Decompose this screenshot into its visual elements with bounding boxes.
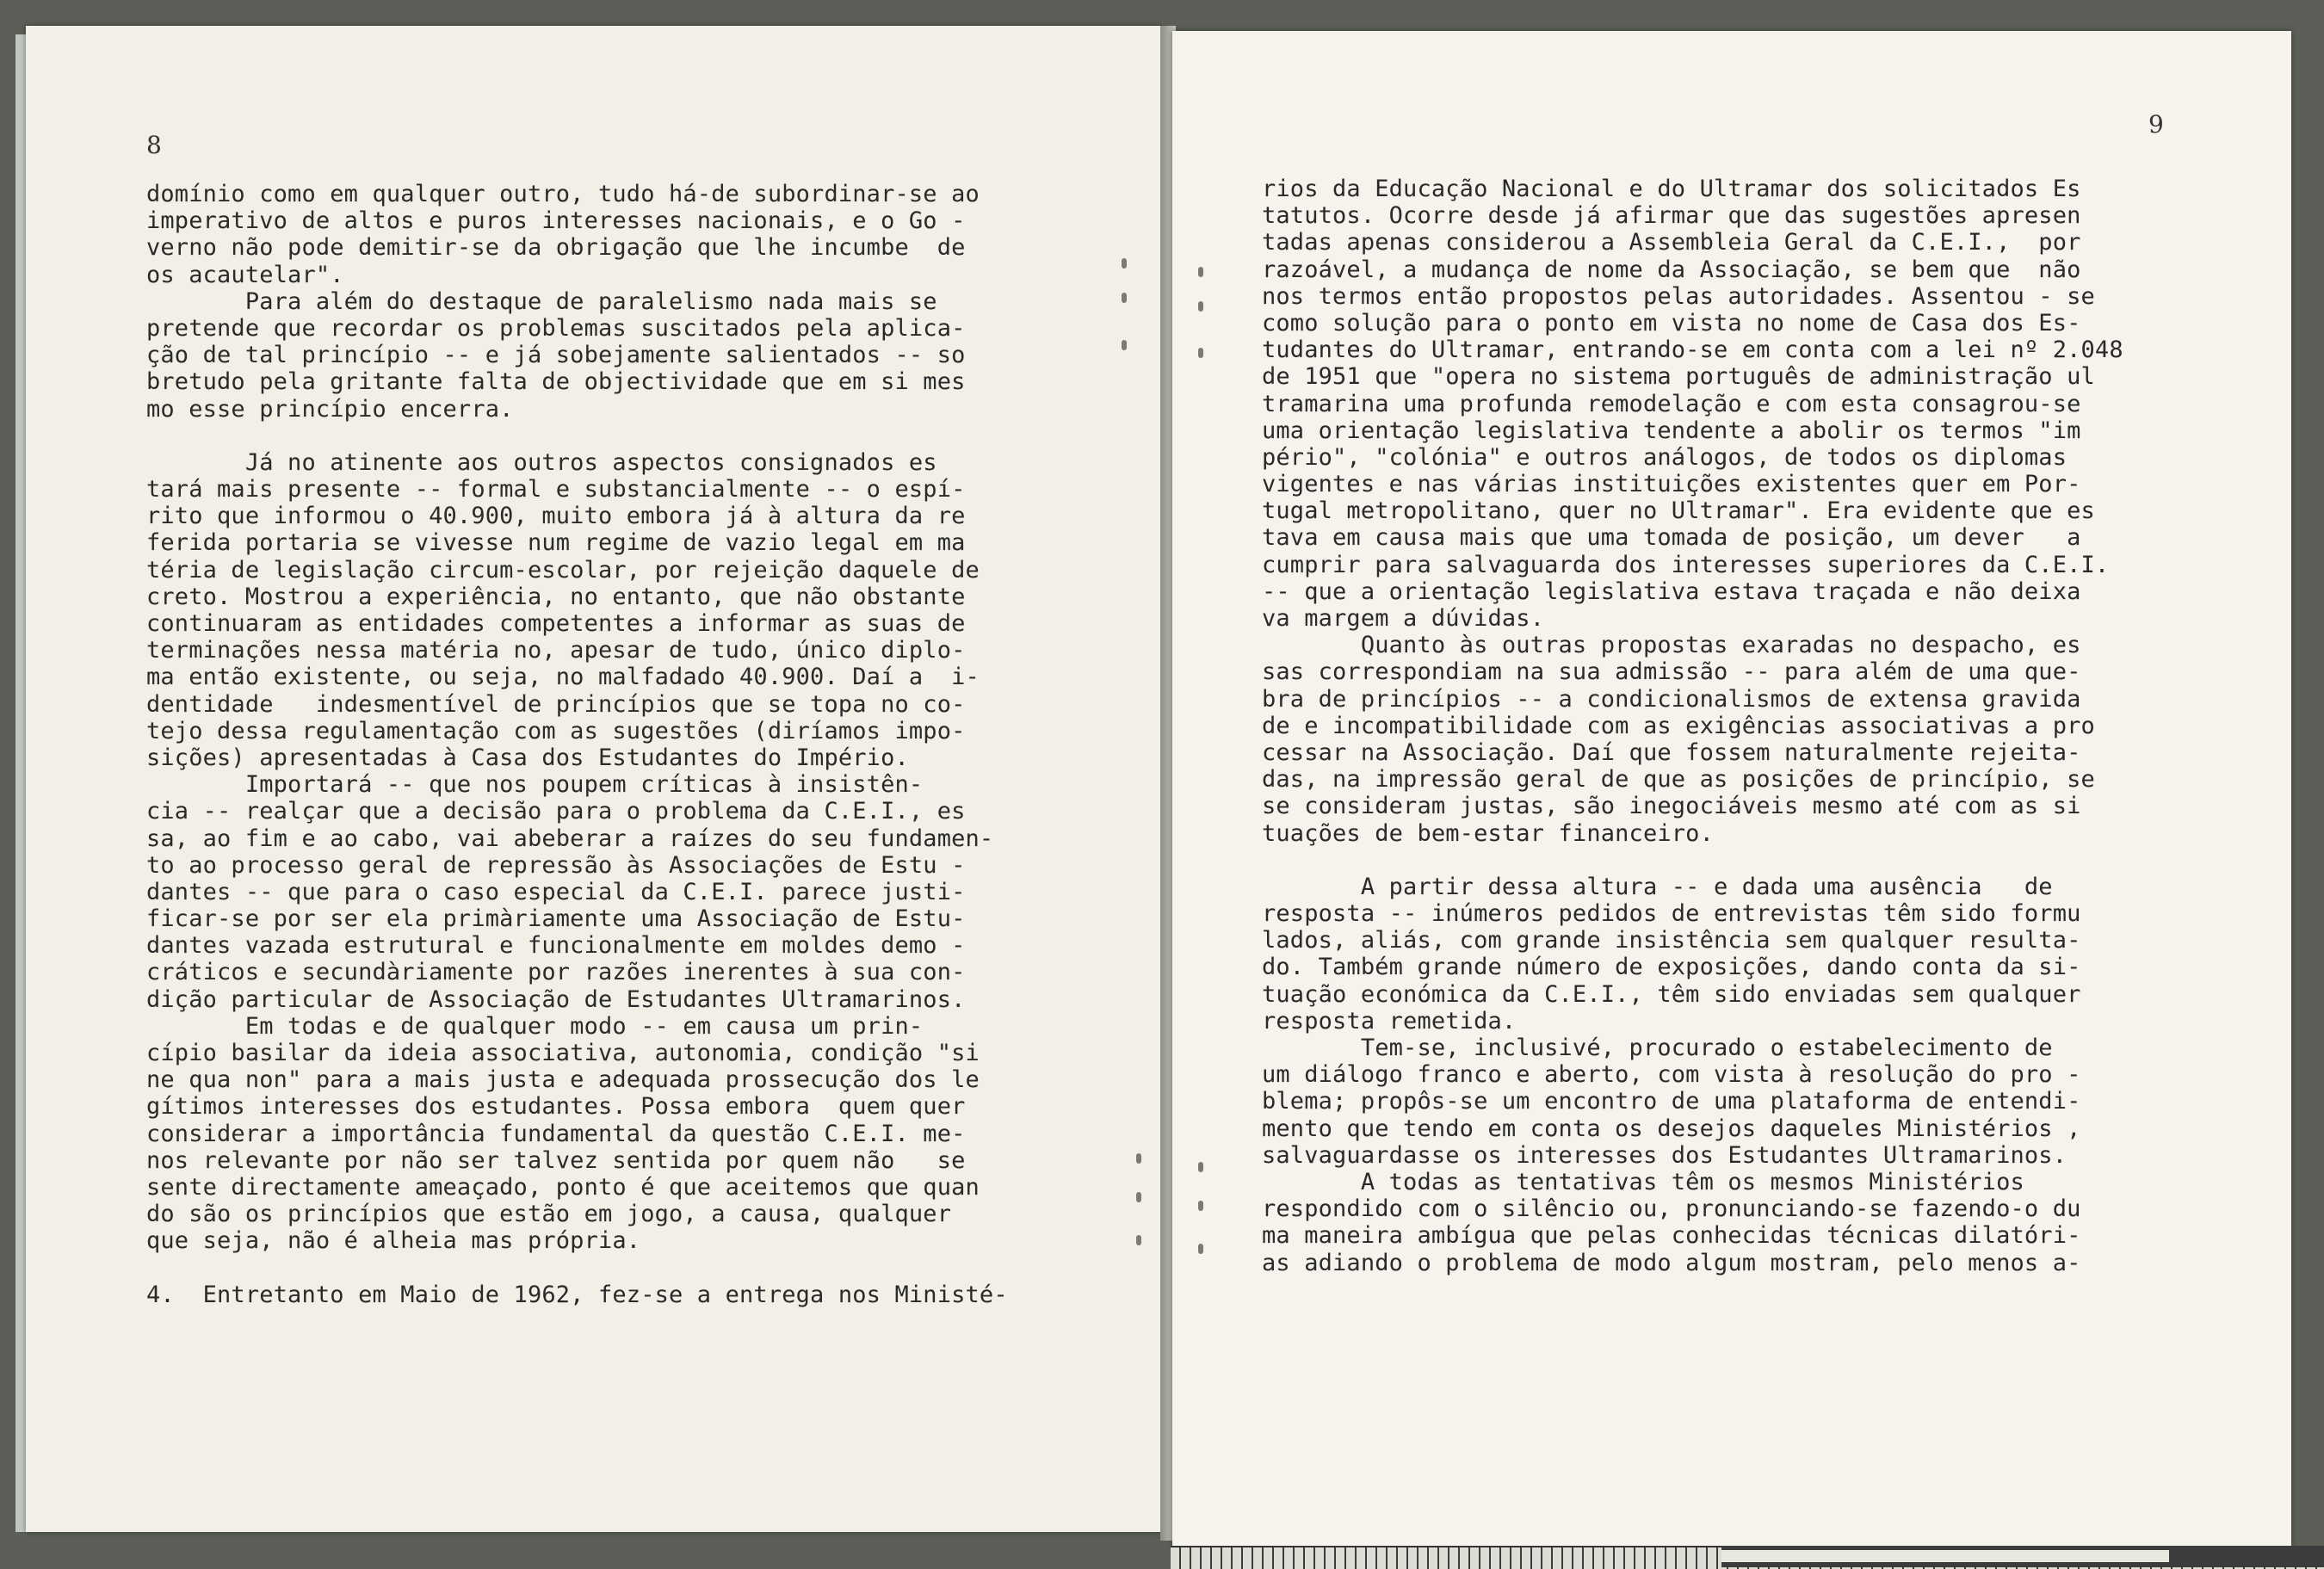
text-line: considerar a importância fundamental da questão C.E.I. me-	[146, 1120, 966, 1147]
text-line: -- que a orientação legislativa estava traçada e não deixa	[1262, 578, 2081, 605]
text-line: tuações de bem-estar financeiro.	[1262, 819, 1714, 847]
text-line: tará mais presente -- formal e substancialmente -- o espí-	[146, 476, 966, 503]
text-line: ma então existente, ou seja, no malfadado 40.900. Daí a i-	[146, 664, 980, 691]
text-line: os acautelar".	[146, 261, 344, 288]
text-line: blema; propôs-se um encontro de uma plataforma de entendi-	[1262, 1088, 2081, 1115]
text-line: tugal metropolitano, quer no Ultramar". Era evidente que es	[1262, 497, 2095, 525]
text-line: téria de legislação circum-escolar, por rejeição daquele de	[146, 556, 980, 584]
text-line	[146, 423, 1008, 449]
text-line: de e incompatibilidade com as exigências associativas a pro	[1262, 712, 2095, 739]
text-line: nos relevante por não ser talvez sentida por quem não se	[146, 1146, 966, 1174]
text-line: rito que informou o 40.900, muito embora já à altura da re	[146, 503, 966, 530]
text-line: sente directamente ameaçado, ponto é que aceitemos que quan	[146, 1173, 980, 1201]
text-line: do. Também grande número de exposições, dando conta da si-	[1262, 954, 2081, 981]
text-line: tuação económica da C.E.I., têm sido enviadas sem qualquer	[1262, 980, 2081, 1008]
text-line: cumprir para salvaguarda dos interesses superiores da C.E.I.	[1262, 551, 2110, 578]
text-line: dição particular de Associação de Estudantes Ultramarinos.	[146, 985, 966, 1013]
text-line: ção de tal princípio -- e já sobejamente salientados -- so	[146, 342, 966, 369]
text-line: das, na impressão geral de que as posições de princípio, se	[1262, 766, 2095, 794]
text-line: continuaram as entidades competentes a informar as suas de	[146, 610, 966, 637]
text-line: ficar-se por ser ela primàriamente uma Associação de Estu-	[146, 905, 966, 933]
text-line: imperativo de altos e puros interesses nacionais, e o Go -	[146, 207, 966, 235]
text-line: ne qua non" para a mais justa e adequada prossecução dos le	[146, 1066, 980, 1094]
text-line: ferida portaria se vivesse num regime de vazio legal em ma	[146, 529, 966, 557]
text-line: tava em causa mais que uma tomada de posição, um dever a	[1262, 524, 2081, 552]
text-line: domínio como em qualquer outro, tudo há-de subordinar-se ao	[146, 181, 980, 207]
text-line: cípio basilar da ideia associativa, autonomia, condição "si	[146, 1040, 980, 1066]
text-line: terminações nessa matéria no, apesar de tudo, único diplo-	[146, 637, 966, 664]
text-line: resposta -- inúmeros pedidos de entrevistas têm sido formu	[1262, 900, 2081, 928]
text-line: as adiando o problema de modo algum mostram, pelo menos a-	[1262, 1249, 2081, 1276]
text-line: sições) apresentadas à Casa dos Estudantes do Império.	[146, 744, 909, 771]
text-line: cia -- realçar que a decisão para o problema da C.E.I., es	[146, 798, 966, 825]
text-line: tejo dessa regulamentação com as sugestões (diríamos impo-	[146, 717, 966, 744]
text-line: ma maneira ambígua que pelas conhecidas técnicas dilatóri-	[1262, 1222, 2081, 1250]
text-line: se consideram justas, são inegociáveis mesmo até com as si	[1262, 793, 2081, 820]
text-line: Tem-se, inclusivé, procurado o estabelecimento de	[1262, 1035, 2053, 1061]
text-line: cráticos e secundàriamente por razões inerentes à sua con-	[146, 959, 966, 986]
text-line: dentidade indesmentível de princípios que se topa no co-	[146, 690, 966, 718]
document-edge	[15, 34, 26, 1532]
text-line: verno não pode demitir-se da obrigação que lhe incumbe de	[146, 234, 966, 262]
text-line: respondido com o silêncio ou, pronunciando-se fazendo-o du	[1262, 1195, 2081, 1223]
text-line: creto. Mostrou a experiência, no entanto, que não obstante	[146, 583, 966, 610]
text-line: sas correspondiam na sua admissão -- para além de uma que-	[1262, 658, 2081, 686]
text-line: tramarina uma profunda remodelação e com esta consagrou-se	[1262, 390, 2081, 417]
text-line	[1262, 847, 2123, 874]
text-line: tudantes do Ultramar, entrando-se em conta com a lei nº 2.048	[1262, 337, 2123, 364]
text-line: A todas as tentativas têm os mesmos Ministérios	[1262, 1168, 2024, 1195]
text-line: dantes vazada estrutural e funcionalmente em moldes demo -	[146, 932, 966, 960]
left-page-text	[146, 181, 1008, 1308]
text-line: como solução para o ponto em vista no nome de Casa dos Es-	[1262, 309, 2081, 337]
text-line: sa, ao fim e ao cabo, vai abeberar a raízes do seu fundamen-	[146, 825, 994, 852]
text-line	[146, 1255, 1008, 1282]
ruler-light-segment	[1721, 1550, 2169, 1562]
text-line: bretudo pela gritante falta de objectividade que em si mes	[146, 368, 966, 396]
text-line: razoável, a mudança de nome da Associação, se bem que não	[1262, 256, 2081, 283]
text-line: rios da Educação Nacional e do Ultramar dos solicitados Es	[1262, 176, 2081, 202]
text-line: que seja, não é alheia mas própria.	[146, 1227, 641, 1255]
text-line: Para além do destaque de paralelismo nada mais se	[146, 287, 937, 315]
text-line: lados, aliás, com grande insistência sem qualquer resulta-	[1262, 927, 2081, 954]
text-line: tatutos. Ocorre desde já afirmar que das sugestões apresen	[1262, 202, 2081, 230]
right-page-number: 9	[2148, 110, 2164, 139]
text-line: resposta remetida.	[1262, 1007, 1517, 1035]
text-line: Importará -- que nos poupem críticas à insistên-	[146, 771, 924, 799]
text-line: Quanto às outras propostas exaradas no despacho, es	[1262, 632, 2081, 659]
text-line: bra de princípios -- a condicionalismos de extensa gravida	[1262, 685, 2081, 713]
text-line: do são os princípios que estão em jogo, a causa, qualquer	[146, 1201, 952, 1228]
text-line: 4. Entretanto em Maio de 1962, fez-se a entrega nos Ministé-	[146, 1281, 1008, 1308]
text-line: dantes -- que para o caso especial da C.E.I. parece justi-	[146, 878, 966, 905]
text-line: pério", "colónia" e outros análogos, de todos os diplomas	[1262, 443, 2067, 471]
text-line: nos termos então propostos pelas autoridades. Assentou - se	[1262, 282, 2095, 310]
text-line: vigentes e nas várias instituições existentes quer em Por-	[1262, 471, 2081, 498]
left-page-number: 8	[146, 131, 162, 159]
text-line: to ao processo geral de repressão às Associações de Estu -	[146, 851, 966, 879]
text-line: salvaguardasse os interesses dos Estudantes Ultramarinos.	[1262, 1141, 2067, 1169]
text-line: mo esse princípio encerra.	[146, 395, 514, 423]
text-line: um diálogo franco e aberto, com vista à resolução do pro -	[1262, 1061, 2081, 1089]
text-line: va margem a dúvidas.	[1262, 605, 1545, 632]
text-line: pretende que recordar os problemas suscitados pela aplica-	[146, 314, 966, 342]
text-line: A partir dessa altura -- e dada uma ausência de	[1262, 873, 2053, 900]
text-line: cessar na Associação. Daí que fossem naturalmente rejeita-	[1262, 738, 2081, 766]
text-line: tadas apenas considerou a Assembleia Geral da C.E.I., por	[1262, 229, 2081, 256]
text-line: Já no atinente aos outros aspectos consignados es	[146, 448, 937, 476]
text-line: mento que tendo em conta os desejos daqueles Ministérios ,	[1262, 1115, 2081, 1142]
text-line: de 1951 que "opera no sistema português de administração ul	[1262, 363, 2095, 391]
text-line: gítimos interesses dos estudantes. Possa embora quem quer	[146, 1093, 966, 1121]
text-line: uma orientação legislativa tendente a abolir os termos "im	[1262, 417, 2081, 444]
text-line: Em todas e de qualquer modo -- em causa um prin-	[146, 1012, 924, 1040]
right-page-text	[1262, 176, 2123, 1276]
